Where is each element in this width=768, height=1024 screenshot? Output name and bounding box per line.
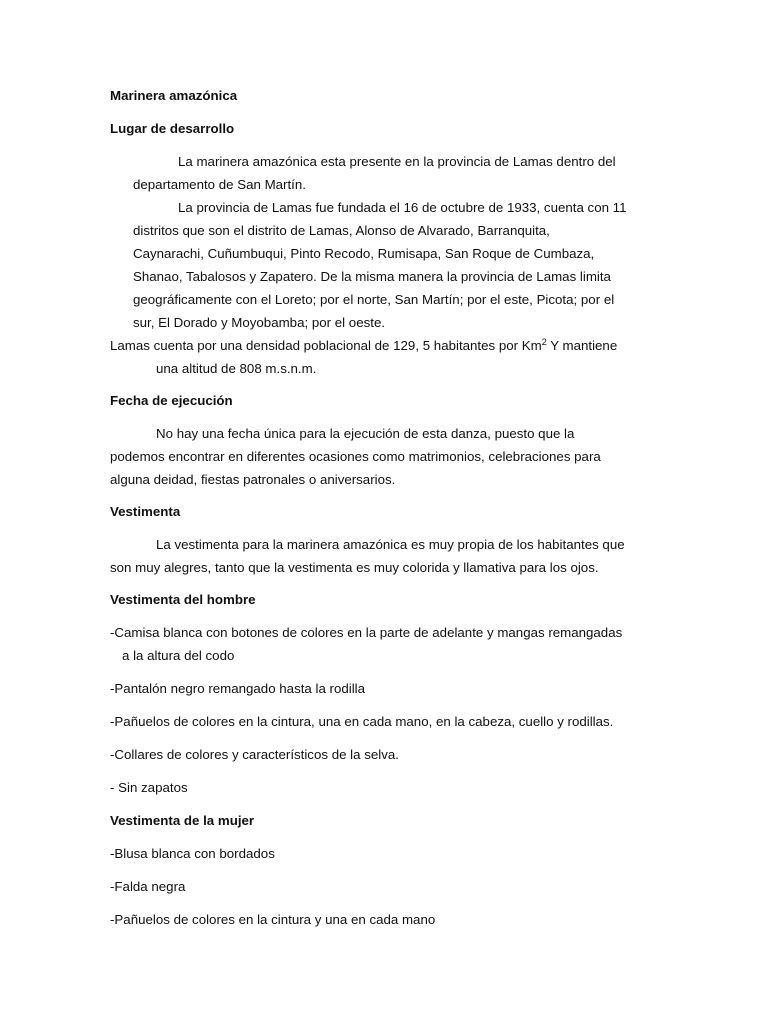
heading-fecha-de-ejecucion: Fecha de ejecución: [110, 393, 233, 408]
hombre-item-2: -Pantalón negro remangado hasta la rodilla: [110, 681, 366, 696]
mujer-item-2: -Falda negra: [110, 879, 186, 894]
vestimenta-line2: son muy alegres, tanto que la vestimenta es muy colorida y llamativa para los ojos.: [110, 560, 599, 575]
lugar-p3-line1: [110, 334, 658, 357]
vestimenta-line1: La vestimenta para la marinera amazónica es muy propia de los habitantes que: [156, 537, 625, 552]
superscript-2: 2: [541, 337, 547, 347]
lugar-p3-text-a: Lamas cuenta por una densidad poblacional de 129, 5 habitantes por Km: [110, 338, 542, 353]
lugar-p2-line2: distritos que son el distrito de Lamas, Alonso de Alvarado, Barranquita,: [133, 223, 550, 238]
fecha-line1: No hay una fecha única para la ejecución de esta danza, puesto que la: [156, 426, 575, 441]
mujer-item-1: -Blusa blanca con bordados: [110, 846, 275, 861]
lugar-p2-line3: Caynarachi, Cuñumbuqui, Pinto Recodo, Rumisapa, San Roque de Cumbaza,: [133, 246, 595, 261]
mujer-item-3: -Pañuelos de colores en la cintura y una en cada mano: [110, 912, 436, 927]
document-title: Marinera amazónica: [110, 88, 238, 103]
heading-vestimenta: Vestimenta: [110, 504, 181, 519]
heading-lugar-de-desarrollo: Lugar de desarrollo: [110, 121, 235, 136]
hombre-item-1-line1: -Camisa blanca con botones de colores en la parte de adelante y mangas remangadas: [110, 625, 623, 640]
fecha-line2: podemos encontrar en diferentes ocasiones como matrimonios, celebraciones para: [110, 449, 601, 464]
hombre-item-5: - Sin zapatos: [110, 780, 188, 795]
lugar-p1-line2: departamento de San Martín.: [133, 177, 306, 192]
lugar-p2-line1: La provincia de Lamas fue fundada el 16 de octubre de 1933, cuenta con 11: [178, 200, 627, 215]
lugar-p2-line6: sur, El Dorado y Moyobamba; por el oeste.: [133, 315, 386, 330]
heading-vestimenta-del-hombre: Vestimenta del hombre: [110, 592, 256, 607]
hombre-item-4: -Collares de colores y característicos de la selva.: [110, 747, 399, 762]
lugar-p2-line4: Shanao, Tabalosos y Zapatero. De la misma manera la provincia de Lamas limita: [133, 269, 611, 284]
hombre-item-1-line2: a la altura del codo: [122, 648, 235, 663]
lugar-paragraphs: [133, 150, 658, 334]
heading-vestimenta-de-la-mujer: Vestimenta de la mujer: [110, 813, 255, 828]
hombre-item-1: [110, 621, 658, 667]
lugar-p3-line2: una altitud de 808 m.s.n.m.: [156, 361, 317, 376]
fecha-line3: alguna deidad, fiestas patronales o aniversarios.: [110, 472, 396, 487]
lugar-p1-line1: La marinera amazónica esta presente en la provincia de Lamas dentro del: [178, 154, 616, 169]
document-body: [110, 84, 658, 941]
lugar-p2-line5: geográficamente con el Loreto; por el norte, San Martín; por el este, Picota; por el: [133, 292, 615, 307]
lugar-p3-text-b: Y mantiene: [546, 338, 618, 353]
hombre-item-3: -Pañuelos de colores en la cintura, una en cada mano, en la cabeza, cuello y rodillas.: [110, 714, 614, 729]
